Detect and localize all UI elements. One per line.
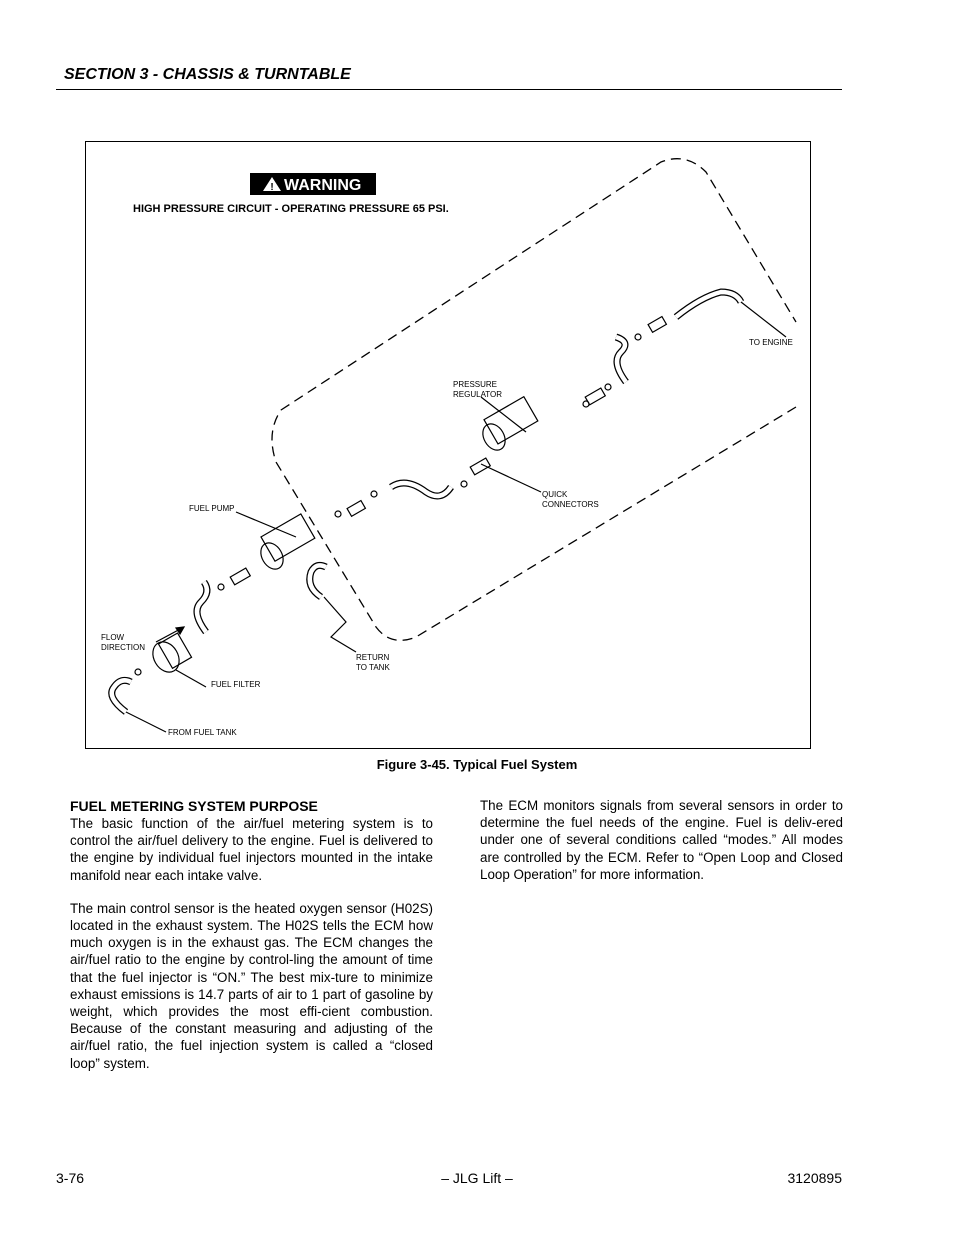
high-pressure-boundary	[272, 159, 796, 641]
paragraph: The main control sensor is the heated oxygen sensor (H02S) located in the exhaust system. The H02S tells the ECM how much oxygen is in the exhaust gas. The ECM changes the air/fuel ratio to the engine by control-ling the amount of time that the fuel injector is “ON.” The best mix-ture to minimize exhaust emissions is 14.7 parts of air to 1 part of gasoline by weight, which provides the most effi-cient combustion. Because of the constant measuring and adjusting of the air/fuel ratio, the fuel injection system is called a “closed loop” system.	[70, 900, 433, 1071]
warning-badge	[250, 173, 376, 195]
page-number: 3-76	[56, 1170, 85, 1186]
label-quick-connectors-1: QUICK	[542, 490, 568, 499]
label-from-fuel-tank: FROM FUEL TANK	[168, 728, 237, 737]
right-column	[480, 797, 843, 899]
label-pressure-regulator-2: REGULATOR	[453, 390, 503, 399]
document-number: 3120895	[787, 1170, 842, 1186]
label-fuel-filter: FUEL FILTER	[211, 680, 261, 689]
label-flow-direction-2: DIRECTION	[101, 643, 145, 652]
section-heading: FUEL METERING SYSTEM PURPOSE	[70, 798, 318, 814]
warning-text: HIGH PRESSURE CIRCUIT - OPERATING PRESSURE 65 PSI.	[133, 203, 449, 215]
section-title: SECTION 3 - CHASSIS & TURNTABLE	[64, 66, 351, 83]
figure-labels	[101, 338, 793, 737]
svg-text:!: !	[270, 182, 274, 193]
warning-label: WARNING	[284, 177, 362, 194]
paragraph: The ECM monitors signals from several sensors in order to determine the fuel needs of the engine. Fuel is deliv-ered under one of several conditions called “modes.” All modes are controlled by the ECM. Refer to “Open Loop and Closed Loop Operation” for more information.	[480, 798, 843, 882]
header-rule	[56, 89, 842, 90]
label-flow-direction-1: FLOW	[101, 633, 125, 642]
label-to-engine: TO ENGINE	[749, 338, 793, 347]
figure-caption: Figure 3-45. Typical Fuel System	[376, 757, 578, 772]
fuel-system-diagram	[86, 142, 810, 748]
label-fuel-pump: FUEL PUMP	[189, 504, 235, 513]
fuel-system-figure	[85, 141, 811, 749]
footer-brand: – JLG Lift –	[441, 1170, 513, 1186]
label-return-1: RETURN	[356, 653, 390, 662]
label-quick-connectors-2: CONNECTORS	[542, 500, 599, 509]
paragraph: The basic function of the air/fuel metering system is to control the air/fuel delivery to the engine. Fuel is delivered to the engine by individual fuel injectors mounted in the intake manifold near each intake valve.	[70, 816, 433, 883]
left-column	[70, 797, 433, 1088]
label-pressure-regulator-1: PRESSURE	[453, 380, 498, 389]
label-return-2: TO TANK	[356, 663, 390, 672]
